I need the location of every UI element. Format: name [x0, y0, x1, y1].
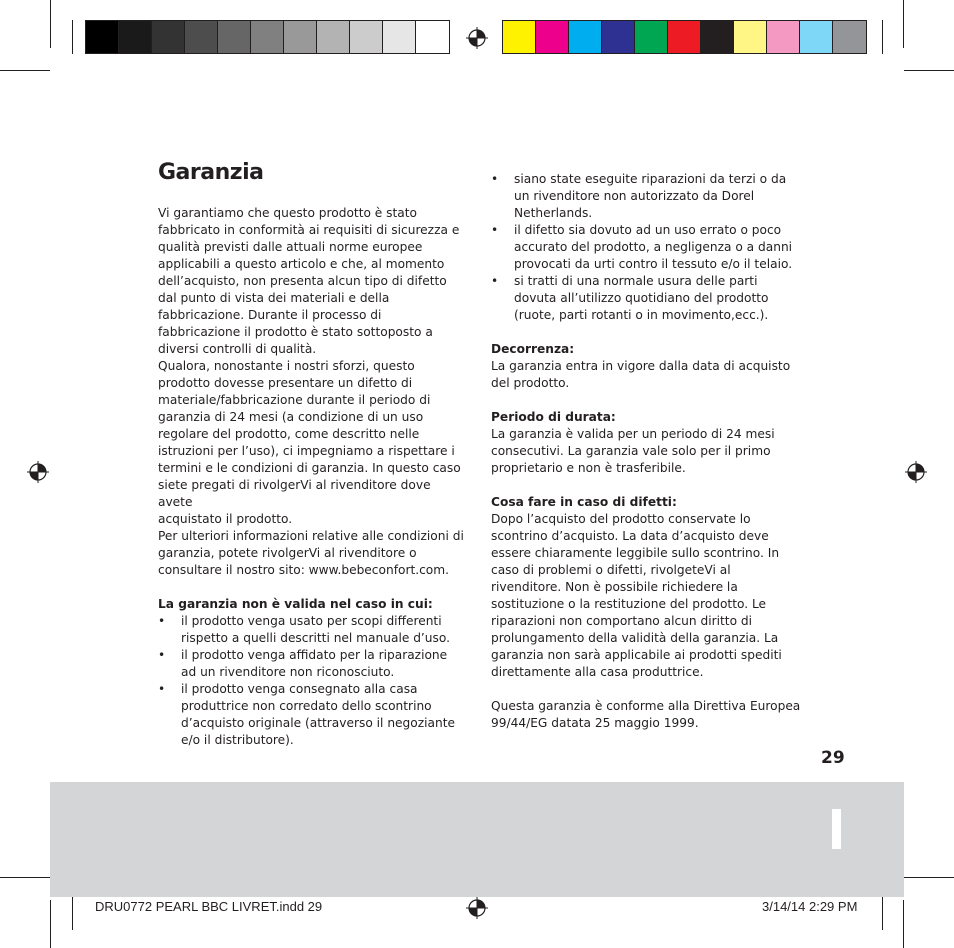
registration-mark-icon — [905, 461, 927, 483]
list-item — [491, 222, 811, 273]
color-swatch — [602, 21, 635, 53]
bullet-icon: • — [158, 682, 166, 696]
registration-mark-icon — [466, 897, 488, 919]
bullet-icon: • — [491, 223, 499, 237]
bullet-icon: • — [491, 274, 499, 288]
grayscale-color-bar — [85, 20, 450, 54]
paragraph-line: direttamente alla casa produttrice. — [491, 665, 704, 679]
crop-mark — [72, 20, 73, 54]
color-swatch — [635, 21, 668, 53]
paragraph-line: sostituzione o la restituzione del prodotto. Le — [491, 597, 767, 611]
registration-mark-icon — [466, 27, 488, 49]
list-item-line: il prodotto venga affidato per la riparazione — [181, 648, 448, 662]
list-item — [491, 273, 811, 324]
intro-line: fabbricazione il prodotto è stato sottoposto a — [158, 325, 433, 339]
page-number: 29 — [821, 748, 845, 768]
language-band — [50, 782, 904, 897]
intro-line: garanzia, potete rivolgerVi al rivenditore o — [158, 546, 417, 560]
footer-date: 3/14/14 2:29 PM — [762, 899, 858, 914]
paragraph-line: rivenditore. Non è possibile richiedere la — [491, 580, 738, 594]
paragraph-line: Dopo l’acquisto del prodotto conservate lo — [491, 512, 751, 526]
section-heading: Decorrenza: — [491, 342, 575, 356]
list-item-line: il prodotto venga consegnato alla casa — [181, 682, 418, 696]
list-item-line: Netherlands. — [514, 206, 593, 220]
intro-line: dal punto di vista dei materiali e della — [158, 291, 390, 305]
color-swatch — [152, 21, 185, 53]
bullet-icon: • — [158, 648, 166, 662]
intro-line: termini e le condizioni di garanzia. In questo caso — [158, 461, 461, 475]
bullet-icon: • — [491, 172, 499, 186]
paragraph-line: garanzia non sarà applicabile ai prodotti spediti — [491, 648, 782, 662]
list-item-line: il difetto sia dovuto ad un uso errato o poco — [514, 223, 782, 237]
list-item — [491, 171, 811, 222]
intro-line: siete pregati di rivolgerVi al rivenditore dove avete — [158, 478, 431, 509]
paragraph-line: caso di problemi o difetti, rivolgeteVi al — [491, 563, 731, 577]
list-item-line: provocati da urti contro il tessuto e/o il telaio. — [514, 257, 793, 271]
color-swatch — [734, 21, 767, 53]
color-swatch — [383, 21, 416, 53]
list-item-line: ad un rivenditore non riconosciuto. — [181, 665, 395, 679]
language-tab-marker — [832, 809, 841, 849]
intro-line: istruzioni per l’uso), ci impegniamo a rispettare i — [158, 444, 455, 458]
list-item-line: e/o il distributore). — [181, 733, 294, 747]
list-item — [158, 681, 468, 749]
color-swatch — [185, 21, 218, 53]
crop-mark — [882, 20, 883, 54]
crop-mark — [903, 900, 904, 948]
exclusion-list-continued — [491, 171, 811, 324]
list-item — [158, 647, 468, 681]
color-swatch — [767, 21, 800, 53]
color-swatch — [833, 21, 866, 53]
list-item-line: si tratti di una normale usura delle parti — [514, 274, 758, 288]
list-item-line: dovuta all’utilizzo quotidiano del prodotto — [514, 291, 769, 305]
color-swatch — [668, 21, 701, 53]
section-heading: Periodo di durata: — [491, 410, 616, 424]
list-item-line: il prodotto venga usato per scopi differenti — [181, 614, 442, 628]
left-column — [158, 205, 468, 749]
page-title: Garanzia — [158, 160, 264, 185]
color-swatch — [218, 21, 251, 53]
crop-mark — [904, 70, 954, 71]
intro-line: regolare del prodotto, come descritto nelle — [158, 427, 420, 441]
paragraph-line: 99/44/EG datata 25 maggio 1999. — [491, 716, 699, 730]
registration-mark-icon — [27, 461, 49, 483]
crop-mark — [50, 900, 51, 948]
intro-line: prodotto dovesse presentare un difetto di — [158, 376, 413, 390]
intro-line: Vi garantiamo che questo prodotto è stato — [158, 206, 418, 220]
intro-line: applicabili a questo articolo e che, al momento — [158, 257, 445, 271]
footer-file-info: DRU0772 PEARL BBC LIVRET.indd 29 — [95, 899, 323, 914]
crop-mark — [903, 0, 904, 48]
paragraph-line: prolungamento della validità della garanzia. La — [491, 631, 779, 645]
color-swatch — [569, 21, 602, 53]
color-swatch — [284, 21, 317, 53]
exclusion-list — [158, 613, 468, 749]
intro-line: dell’acquisto, non presenta alcun tipo di difetto — [158, 274, 447, 288]
intro-line: diversi controlli di qualità. — [158, 342, 317, 356]
paragraph-line: consecutivi. La garanzia vale solo per il primo — [491, 444, 771, 458]
intro-line: consultare il nostro sito: www.bebeconfort.com. — [158, 563, 450, 577]
section-heading: La garanzia non è valida nel caso in cui: — [158, 597, 433, 611]
paragraph-line: riparazioni non comportano alcun diritto di — [491, 614, 753, 628]
section-heading: Cosa fare in caso di difetti: — [491, 495, 677, 509]
list-item — [158, 613, 468, 647]
color-swatch — [416, 21, 449, 53]
bullet-icon: • — [158, 614, 166, 628]
color-swatch — [251, 21, 284, 53]
paragraph-line: del prodotto. — [491, 376, 570, 390]
color-swatch — [350, 21, 383, 53]
list-item-line: accurato del prodotto, a negligenza o a danni — [514, 240, 793, 254]
list-item-line: produttrice non corredato dello scontrino — [181, 699, 432, 713]
color-swatch — [701, 21, 734, 53]
intro-line: qualità previsti dalle attuali norme europee — [158, 240, 423, 254]
intro-line: fabbricato in conformità ai requisiti di sicurezza e — [158, 223, 460, 237]
paragraph-line: essere chiaramente leggibile sullo scontrino. In — [491, 546, 780, 560]
list-item-line: (ruote, parti rotanti o in movimento,ecc.). — [514, 308, 769, 322]
crop-mark — [50, 0, 51, 48]
intro-line: fabbricazione. Durante il processo di — [158, 308, 382, 322]
color-swatch — [317, 21, 350, 53]
color-swatch — [536, 21, 569, 53]
right-column — [491, 171, 811, 732]
crop-mark — [904, 877, 954, 878]
color-swatch — [503, 21, 536, 53]
crop-mark — [0, 70, 50, 71]
intro-line: Per ulteriori informazioni relative alle condizioni di — [158, 529, 464, 543]
paragraph-line: La garanzia entra in vigore dalla data di acquisto — [491, 359, 791, 373]
intro-line: materiale/fabbricazione durante il periodo di — [158, 393, 431, 407]
paragraph-line: La garanzia è valida per un periodo di 24 mesi — [491, 427, 775, 441]
color-swatch — [800, 21, 833, 53]
color-swatch — [119, 21, 152, 53]
color-swatch — [86, 21, 119, 53]
crop-mark — [0, 877, 50, 878]
paragraph-line: scontrino d’acquisto. La data d’acquisto deve — [491, 529, 769, 543]
intro-line: Qualora, nonostante i nostri sforzi, questo — [158, 359, 415, 373]
process-color-bar — [502, 20, 867, 54]
intro-line: acquistato il prodotto. — [158, 512, 293, 526]
list-item-line: un rivenditore non autorizzato da Dorel — [514, 189, 755, 203]
list-item-line: siano state eseguite riparazioni da terzi o da — [514, 172, 787, 186]
intro-line: garanzia di 24 mesi (a condizione di un uso — [158, 410, 424, 424]
paragraph-line: Questa garanzia è conforme alla Direttiva Europea — [491, 699, 801, 713]
list-item-line: d’acquisto originale (attraverso il negoziante — [181, 716, 455, 730]
paragraph-line: proprietario e non è trasferibile. — [491, 461, 686, 475]
list-item-line: rispetto a quelli descritti nel manuale d’uso. — [181, 631, 450, 645]
